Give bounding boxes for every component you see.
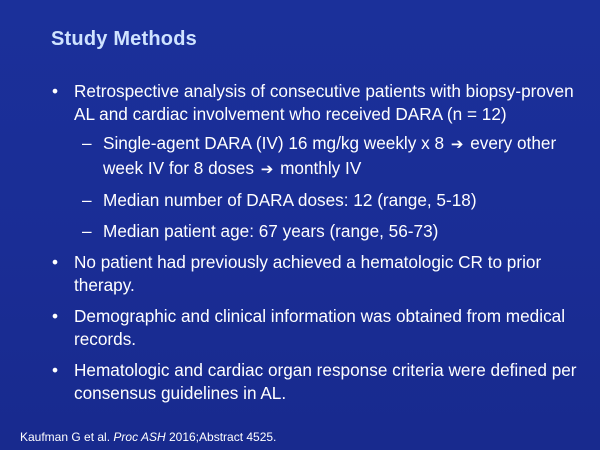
arrow-right-icon: ➔	[450, 136, 464, 153]
sub-bullet-text: monthly IV	[280, 157, 362, 178]
bullet-text: Demographic and clinical information was obtained from medical records.	[74, 306, 566, 349]
sub-bullet-text: Single-agent DARA (IV) 16 mg/kg weekly x 8	[103, 133, 445, 153]
sub-bullet-item	[74, 220, 580, 243]
bullet-item	[40, 305, 580, 350]
sub-bullet-marker: –	[82, 220, 92, 241]
bullet-marker: •	[52, 81, 59, 101]
bullet-text: Hematologic and cardiac organ response criteria were defined per consensus guidelines in AL.	[74, 360, 577, 403]
citation-journal: Proc ASH	[113, 430, 166, 444]
bullet-text: No patient had previously achieved a hematologic CR to prior therapy.	[74, 252, 542, 295]
sub-bullet-item	[74, 132, 580, 181]
citation-authors: Kaufman G et al.	[20, 430, 111, 444]
sub-bullet-text: every other week IV for 8 doses	[103, 133, 557, 178]
bullet-text: Retrospective analysis of consecutive patients with biopsy-proven AL and cardiac involvement who received DARA (n = 12)	[74, 81, 574, 124]
bullet-list	[40, 80, 580, 413]
bullet-marker: •	[52, 252, 59, 272]
bullet-item	[40, 80, 580, 242]
citation-footer	[20, 430, 276, 444]
bullet-item	[40, 251, 580, 296]
sub-bullet-marker: –	[82, 133, 92, 153]
sub-bullet-list	[74, 132, 580, 242]
sub-bullet-marker: –	[82, 190, 92, 210]
bullet-item	[40, 359, 580, 404]
sub-bullet-text: Median patient age: 67 years (range, 56-73)	[103, 220, 439, 241]
sub-bullet-text: Median number of DARA doses: 12 (range, 5-18)	[103, 190, 477, 210]
arrow-right-icon: ➔	[260, 160, 274, 178]
sub-bullet-item	[74, 189, 580, 212]
bullet-marker: •	[52, 306, 59, 326]
bullet-marker: •	[52, 360, 59, 380]
citation-details: 2016;Abstract 4525.	[168, 430, 277, 444]
slide-title: Study Methods	[51, 28, 197, 50]
